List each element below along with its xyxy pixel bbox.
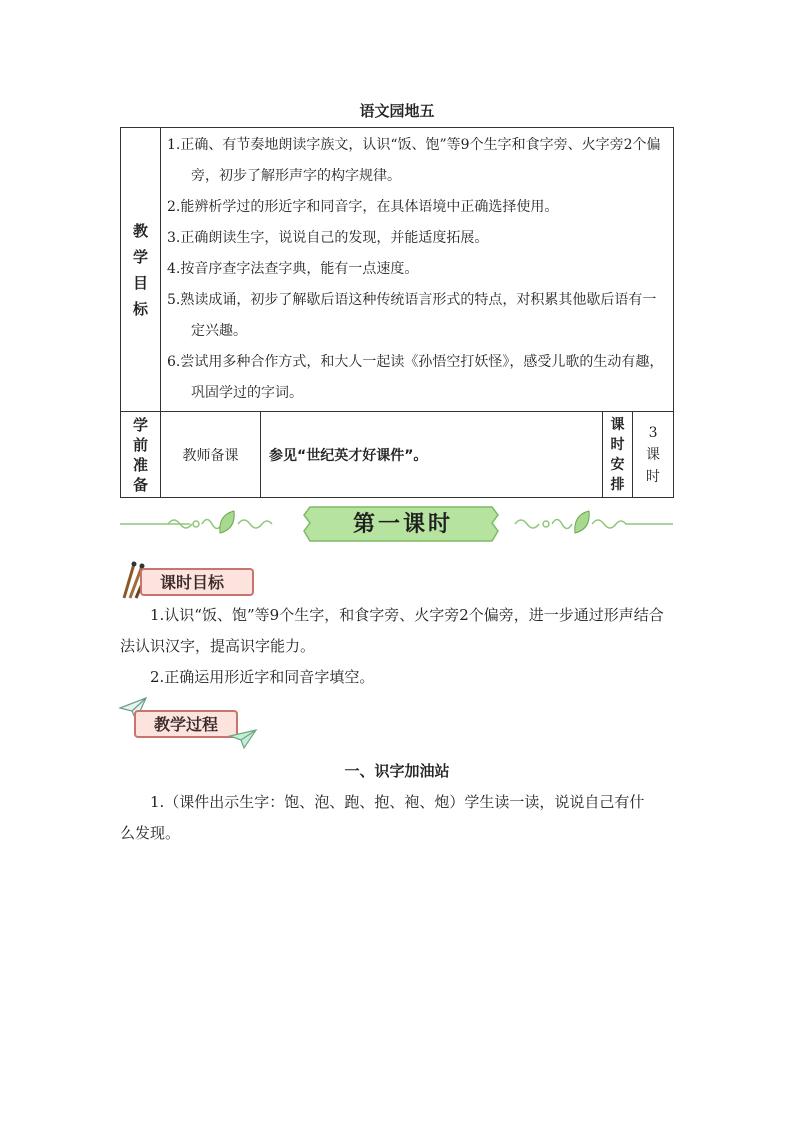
objective-item: 3.正确朗读生字，说说自己的发现，并能适度拓展。 [167, 230, 489, 246]
document-title: 语文园地五 [359, 102, 435, 120]
lesson-goals-tag: 课时目标 [140, 568, 254, 596]
teacher-prep-label: 教师备课 [161, 412, 261, 498]
schedule-label: 课 时 安 排 [603, 412, 633, 498]
objective-item: 4.按音序查字法查字典，能有一点速度。 [167, 261, 419, 277]
objective-item: 5.熟读成诵，初步了解歇后语这种传统语言形式的特点，对积累其他歇后语有一定兴趣。 [167, 292, 657, 339]
objective-item: 1.正确、有节奏地朗读字族文，认识“饭、饱”等9个生字和食字旁、火字旁2个偏旁，初步了解形声字的构字规律。 [167, 137, 661, 184]
lesson-plan-table [120, 127, 674, 498]
paper-plane-icon [228, 726, 258, 750]
objectives-list [161, 128, 674, 412]
lesson-goal-2: 2.正确运用形近字和同音字填空。 [150, 668, 375, 686]
section-title: 一、识字加油站 [344, 762, 450, 780]
preparation-text: 参见“世纪英才好课件”。 [261, 412, 603, 498]
teaching-process-tag: 教学过程 [134, 710, 238, 738]
objectives-label: 教 学 目 标 [121, 128, 161, 412]
preparation-row [121, 412, 674, 498]
objective-item: 6.尝试用多种合作方式，和大人一起读《孙悟空打妖怪》，感受儿歌的生动有趣，巩固学过的字词。 [167, 354, 664, 401]
objectives-row [121, 128, 674, 412]
lesson-banner-title: 第一课时 [352, 512, 453, 537]
objective-item: 2.能辨析学过的形近字和同音字，在具体语境中正确选择使用。 [167, 199, 559, 215]
lesson-goal-1: 1.认识“饭、饱”等9个生字，和食字旁、火字旁2个偏旁，进一步通过形声结合法认识汉字，提高识字能力。 [120, 606, 664, 655]
step-text-line-1: 1.（课件出示生字：饱、泡、跑、抱、袍、炮）学生读一读，说说自己有什 [150, 793, 645, 811]
preparation-label: 学 前 准 备 [121, 412, 161, 498]
step-text-line-2: 么发现。 [120, 824, 181, 842]
schedule-value: 3 课 时 [633, 412, 674, 498]
